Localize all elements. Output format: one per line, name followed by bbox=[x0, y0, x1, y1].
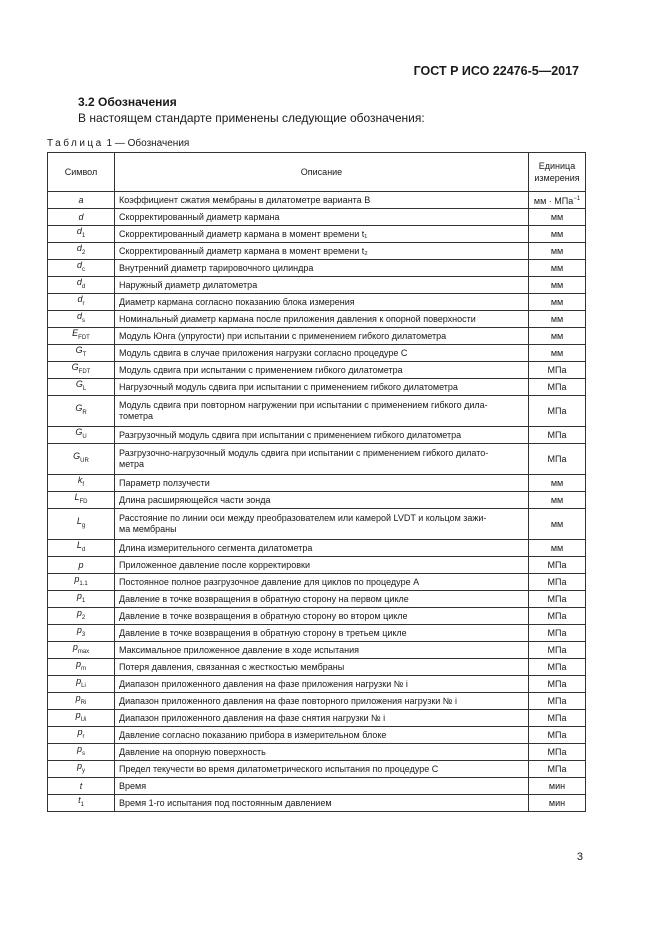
description-cell: Параметр ползучести bbox=[115, 475, 529, 492]
unit-cell bbox=[529, 676, 586, 693]
header-description: Описание bbox=[115, 153, 529, 192]
unit-text: МПа bbox=[547, 559, 567, 570]
unit-cell bbox=[529, 362, 586, 379]
section-title: 3.2 Обозначения bbox=[78, 95, 177, 109]
unit-text: МПа bbox=[547, 593, 567, 604]
symbol-subscript: Ui bbox=[80, 716, 87, 723]
description-cell: Давление в точке возвращения в обратную сторону на первом цикле bbox=[115, 591, 529, 608]
symbol-cell bbox=[48, 642, 115, 659]
description-cell: Модуль сдвига в случае приложения нагрузки согласно процедуре С bbox=[115, 345, 529, 362]
unit-text: МПа bbox=[547, 678, 567, 689]
symbol-cell bbox=[48, 659, 115, 676]
unit-text: МПа bbox=[547, 746, 567, 757]
symbol-subscript: FD bbox=[79, 498, 88, 505]
unit-cell bbox=[529, 659, 586, 676]
symbol-subscript: max bbox=[77, 648, 90, 655]
symbol-base: p bbox=[76, 761, 82, 772]
symbol-base: L bbox=[76, 516, 82, 527]
symbol-subscript: 1.1 bbox=[79, 580, 88, 587]
symbol-cell bbox=[48, 311, 115, 328]
description-cell: Нагрузочный модуль сдвига при испытании с применением гибкого дилатометра bbox=[115, 379, 529, 396]
description-cell: Предел текучести во время дилатометрического испытания по процедуре С bbox=[115, 761, 529, 778]
unit-cell bbox=[529, 427, 586, 444]
symbol-base: p bbox=[78, 559, 84, 570]
unit-text: мм bbox=[550, 477, 564, 488]
description-cell: Наружный диаметр дилатометра bbox=[115, 277, 529, 294]
unit-cell bbox=[529, 243, 586, 260]
symbol-base: p bbox=[76, 625, 82, 636]
description-cell: Диапазон приложенного давления на фазе повторного приложения нагрузки № i bbox=[115, 693, 529, 710]
symbol-cell bbox=[48, 243, 115, 260]
table-row bbox=[48, 379, 586, 396]
symbol-subscript: L bbox=[82, 385, 87, 392]
symbol-base: p bbox=[76, 591, 82, 602]
symbol-subscript: r bbox=[82, 733, 85, 740]
section-intro-text: В настоящем стандарте применены следующие обозначения: bbox=[78, 111, 425, 125]
unit-text: МПа bbox=[547, 763, 567, 774]
symbol-subscript: 2 bbox=[81, 614, 86, 621]
symbol-base: G bbox=[73, 451, 81, 462]
table-row bbox=[48, 328, 586, 345]
table-row bbox=[48, 311, 586, 328]
unit-cell bbox=[529, 260, 586, 277]
description-cell: Модуль сдвига при повторном нагружении при испытании с применением гибкого дила- тометра bbox=[115, 396, 529, 427]
symbol-base: L bbox=[76, 540, 82, 551]
description-cell: Внутренний диаметр тарировочного цилиндра bbox=[115, 260, 529, 277]
unit-text: мм bbox=[550, 296, 564, 307]
symbol-base: p bbox=[76, 608, 82, 619]
description-cell: Модуль Юнга (упругости) при испытании с применением гибкого дилатометра bbox=[115, 328, 529, 345]
table-caption bbox=[47, 138, 189, 149]
symbol-subscript: Li bbox=[81, 682, 86, 689]
table-caption-title: 1 — Обозначения bbox=[103, 138, 190, 149]
description-cell: Диаметр кармана согласно показанию блока измерения bbox=[115, 294, 529, 311]
unit-cell bbox=[529, 727, 586, 744]
header-unit: Единица измерения bbox=[529, 153, 586, 192]
symbol-subscript: g bbox=[81, 522, 86, 529]
table-row bbox=[48, 444, 586, 475]
symbol-cell bbox=[48, 727, 115, 744]
header-symbol: Символ bbox=[48, 153, 115, 192]
unit-text: мм bbox=[550, 494, 564, 505]
symbol-cell bbox=[48, 294, 115, 311]
table-row bbox=[48, 557, 586, 574]
unit-text: МПа bbox=[547, 381, 567, 392]
symbol-base: d bbox=[76, 311, 82, 322]
symbol-subscript: T bbox=[82, 351, 87, 358]
symbol-cell bbox=[48, 676, 115, 693]
unit-text: мм bbox=[550, 330, 564, 341]
description-cell: Разгрузочный модуль сдвига при испытании с применением гибкого дилатометра bbox=[115, 427, 529, 444]
unit-cell bbox=[529, 557, 586, 574]
table-row bbox=[48, 192, 586, 209]
symbol-base: G bbox=[75, 403, 83, 414]
symbols-table bbox=[47, 152, 586, 812]
unit-cell bbox=[529, 591, 586, 608]
symbol-cell bbox=[48, 277, 115, 294]
description-cell: Давление на опорную поверхность bbox=[115, 744, 529, 761]
unit-text: мм bbox=[550, 347, 564, 358]
symbol-subscript: d bbox=[81, 283, 86, 290]
unit-cell bbox=[529, 744, 586, 761]
unit-cell bbox=[529, 294, 586, 311]
symbol-base: t bbox=[78, 795, 81, 806]
unit-text: МПа bbox=[547, 610, 567, 621]
unit-cell bbox=[529, 642, 586, 659]
symbol-cell bbox=[48, 509, 115, 540]
unit-cell bbox=[529, 379, 586, 396]
unit-cell bbox=[529, 328, 586, 345]
table-row bbox=[48, 795, 586, 812]
symbol-cell bbox=[48, 795, 115, 812]
symbol-subscript: 2 bbox=[81, 249, 86, 256]
unit-text: мм bbox=[550, 245, 564, 256]
unit-cell bbox=[529, 795, 586, 812]
unit-text: МПа bbox=[547, 453, 567, 464]
table-row bbox=[48, 492, 586, 509]
description-cell: Давление в точке возвращения в обратную сторону в третьем цикле bbox=[115, 625, 529, 642]
unit-cell bbox=[529, 444, 586, 475]
table-caption-prefix: Таблица bbox=[47, 138, 104, 149]
unit-text: мм bbox=[550, 542, 564, 553]
symbol-subscript: s bbox=[82, 317, 85, 324]
symbol-cell bbox=[48, 492, 115, 509]
unit-text: мм bbox=[550, 228, 564, 239]
table-row bbox=[48, 260, 586, 277]
description-cell: Модуль сдвига при испытании с применением гибкого дилатометра bbox=[115, 362, 529, 379]
symbol-cell bbox=[48, 345, 115, 362]
unit-text: мм bbox=[550, 313, 564, 324]
unit-cell bbox=[529, 761, 586, 778]
unit-cell bbox=[529, 475, 586, 492]
description-cell: Давление в точке возвращения в обратную сторону во втором цикле bbox=[115, 608, 529, 625]
symbol-cell bbox=[48, 362, 115, 379]
description-cell: Коэффициент сжатия мембраны в дилатометре варианта B bbox=[115, 192, 529, 209]
symbol-cell bbox=[48, 226, 115, 243]
unit-cell bbox=[529, 311, 586, 328]
table-row bbox=[48, 676, 586, 693]
unit-text: мин bbox=[548, 797, 566, 808]
table-header-row bbox=[48, 153, 586, 192]
table-row bbox=[48, 509, 586, 540]
description-cell: Потеря давления, связанная с жесткостью мембраны bbox=[115, 659, 529, 676]
unit-text: МПа bbox=[547, 627, 567, 638]
unit-superscript: −1 bbox=[573, 195, 581, 202]
description-cell: Разгрузочно-нагрузочный модуль сдвига при испытании с применением гибкого дилато- метра bbox=[115, 444, 529, 475]
symbol-subscript: FDT bbox=[78, 334, 90, 341]
description-cell: Расстояние по линии оси между преобразователем или камерой LVDT и кольцом зажи- ма мембраны bbox=[115, 509, 529, 540]
symbol-base: a bbox=[78, 194, 84, 205]
table-row bbox=[48, 277, 586, 294]
symbol-base: t bbox=[79, 780, 83, 791]
symbol-base: d bbox=[77, 294, 83, 305]
table-row bbox=[48, 345, 586, 362]
table-row bbox=[48, 778, 586, 795]
unit-cell bbox=[529, 710, 586, 727]
symbol-subscript: U bbox=[82, 433, 87, 440]
table-body bbox=[48, 192, 586, 812]
description-cell: Скорректированный диаметр кармана в момент времени t₂ bbox=[115, 243, 529, 260]
unit-text: мм bbox=[550, 262, 564, 273]
page-number: 3 bbox=[576, 851, 583, 863]
symbol-subscript: y bbox=[82, 767, 85, 774]
description-cell: Давление согласно показанию прибора в измерительном блоке bbox=[115, 727, 529, 744]
table-row bbox=[48, 226, 586, 243]
symbol-subscript: FDT bbox=[78, 368, 91, 375]
symbol-subscript: d bbox=[81, 546, 86, 553]
symbol-base: p bbox=[76, 676, 82, 687]
description-cell: Длина измерительного сегмента дилатометра bbox=[115, 540, 529, 557]
table-row bbox=[48, 427, 586, 444]
symbol-base: p bbox=[76, 744, 82, 755]
description-cell: Максимальное приложенное давление в ходе испытания bbox=[115, 642, 529, 659]
symbol-base: G bbox=[75, 345, 83, 356]
table-row bbox=[48, 396, 586, 427]
unit-cell bbox=[529, 492, 586, 509]
symbol-base: p bbox=[75, 710, 81, 721]
description-cell: Время bbox=[115, 778, 529, 795]
symbol-cell bbox=[48, 710, 115, 727]
symbol-subscript: R bbox=[82, 409, 87, 416]
table-row bbox=[48, 727, 586, 744]
table-row bbox=[48, 761, 586, 778]
table-row bbox=[48, 294, 586, 311]
description-cell: Диапазон приложенного давления на фазе снятия нагрузки № i bbox=[115, 710, 529, 727]
symbol-base: p bbox=[74, 574, 80, 585]
symbol-cell bbox=[48, 761, 115, 778]
description-cell: Время 1-го испытания под постоянным давлением bbox=[115, 795, 529, 812]
unit-cell bbox=[529, 625, 586, 642]
table-row bbox=[48, 659, 586, 676]
unit-cell bbox=[529, 277, 586, 294]
symbol-base: p bbox=[72, 642, 78, 653]
symbol-subscript: f bbox=[82, 481, 85, 488]
unit-text: МПа bbox=[547, 429, 567, 440]
unit-text: МПа bbox=[547, 695, 567, 706]
unit-cell bbox=[529, 778, 586, 795]
symbol-base: p bbox=[77, 727, 83, 738]
unit-cell bbox=[529, 509, 586, 540]
unit-text: мм bbox=[550, 279, 564, 290]
unit-text: МПа bbox=[547, 576, 567, 587]
unit-text: МПа bbox=[547, 644, 567, 655]
symbol-base: d bbox=[76, 277, 82, 288]
description-cell: Длина расширяющейся части зонда bbox=[115, 492, 529, 509]
table-row bbox=[48, 591, 586, 608]
symbol-cell bbox=[48, 557, 115, 574]
symbol-base: p bbox=[75, 693, 81, 704]
symbol-base: d bbox=[78, 211, 84, 222]
symbol-cell bbox=[48, 591, 115, 608]
symbol-subscript: Ri bbox=[80, 699, 87, 706]
symbol-cell bbox=[48, 396, 115, 427]
table-row bbox=[48, 642, 586, 659]
table-row bbox=[48, 475, 586, 492]
description-cell: Постоянное полное разгрузочное давление для циклов по процедуре А bbox=[115, 574, 529, 591]
symbol-subscript: m bbox=[81, 665, 86, 672]
symbol-subscript: UR bbox=[80, 457, 89, 464]
symbol-cell bbox=[48, 192, 115, 209]
symbol-subscript: 1 bbox=[81, 232, 86, 239]
symbol-cell bbox=[48, 693, 115, 710]
symbol-base: d bbox=[76, 260, 82, 271]
unit-cell bbox=[529, 608, 586, 625]
symbol-cell bbox=[48, 608, 115, 625]
table-row bbox=[48, 243, 586, 260]
symbol-cell bbox=[48, 625, 115, 642]
unit-text: мм bbox=[550, 211, 564, 222]
unit-cell bbox=[529, 345, 586, 362]
table-row bbox=[48, 574, 586, 591]
symbol-base: G bbox=[75, 379, 83, 390]
unit-cell bbox=[529, 226, 586, 243]
unit-text: мин bbox=[548, 780, 566, 791]
table-row bbox=[48, 710, 586, 727]
unit-cell bbox=[529, 540, 586, 557]
symbol-cell bbox=[48, 444, 115, 475]
table-row bbox=[48, 744, 586, 761]
symbol-subscript: c bbox=[82, 266, 85, 273]
unit-text: МПа bbox=[547, 661, 567, 672]
symbol-base: p bbox=[75, 659, 81, 670]
description-cell: Скорректированный диаметр кармана в момент времени t₁ bbox=[115, 226, 529, 243]
unit-cell bbox=[529, 209, 586, 226]
symbol-cell bbox=[48, 427, 115, 444]
table-row bbox=[48, 625, 586, 642]
unit-cell bbox=[529, 693, 586, 710]
symbol-base: k bbox=[77, 475, 83, 486]
unit-cell bbox=[529, 192, 586, 209]
unit-text: МПа bbox=[547, 712, 567, 723]
symbol-subscript: 3 bbox=[81, 631, 86, 638]
unit-text: мм · МПа bbox=[533, 195, 574, 206]
unit-text: мм bbox=[550, 518, 564, 529]
symbol-cell bbox=[48, 209, 115, 226]
table-row bbox=[48, 608, 586, 625]
symbol-base: E bbox=[72, 328, 79, 339]
symbol-subscript: s bbox=[82, 750, 85, 757]
unit-cell bbox=[529, 574, 586, 591]
symbol-base: G bbox=[75, 427, 83, 438]
symbol-base: d bbox=[76, 243, 82, 254]
unit-text: МПа bbox=[547, 729, 567, 740]
table-row bbox=[48, 540, 586, 557]
symbol-cell bbox=[48, 328, 115, 345]
symbol-subscript: r bbox=[82, 300, 85, 307]
unit-text: МПа bbox=[547, 405, 567, 416]
symbol-cell bbox=[48, 778, 115, 795]
symbol-cell bbox=[48, 540, 115, 557]
symbol-cell bbox=[48, 475, 115, 492]
symbol-base: d bbox=[76, 226, 82, 237]
table-row bbox=[48, 362, 586, 379]
table-row bbox=[48, 693, 586, 710]
symbol-cell bbox=[48, 379, 115, 396]
unit-text: МПа bbox=[547, 364, 567, 375]
description-cell: Приложенное давление после корректировки bbox=[115, 557, 529, 574]
symbol-subscript: 1 bbox=[80, 801, 84, 808]
description-cell: Диапазон приложенного давления на фазе приложения нагрузки № i bbox=[115, 676, 529, 693]
table-row bbox=[48, 209, 586, 226]
symbol-base: L bbox=[74, 492, 80, 503]
symbol-cell bbox=[48, 574, 115, 591]
symbol-cell bbox=[48, 744, 115, 761]
unit-cell bbox=[529, 396, 586, 427]
description-cell: Скорректированный диаметр кармана bbox=[115, 209, 529, 226]
symbol-subscript: 1 bbox=[81, 597, 86, 604]
description-cell: Номинальный диаметр кармана после приложения давления к опорной поверхности bbox=[115, 311, 529, 328]
symbol-base: G bbox=[71, 362, 79, 373]
document-code: ГОСТ Р ИСО 22476-5—2017 bbox=[413, 64, 579, 78]
symbol-cell bbox=[48, 260, 115, 277]
